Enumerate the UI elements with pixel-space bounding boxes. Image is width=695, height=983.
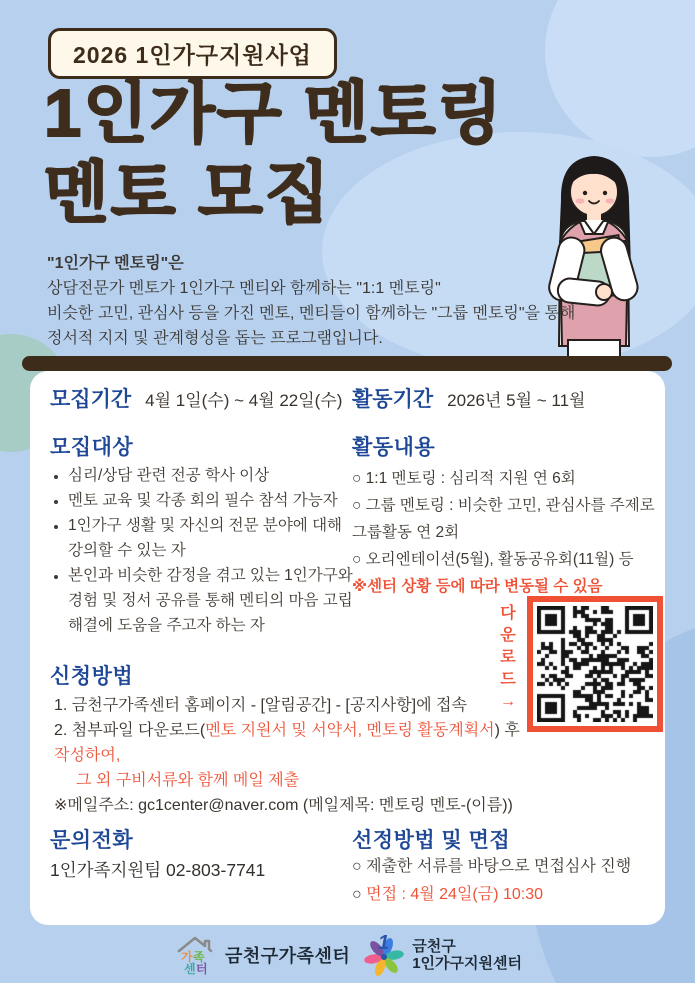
recruit-period-value: 4월 1일(수) ~ 4월 22일(수): [145, 391, 343, 410]
target-item: • 멘토 교육 및 각종 회의 필수 참석 가능자: [68, 488, 360, 513]
footer: [0, 933, 695, 977]
intro-line-2: 상담전문가 멘토가 1인가구 멘티와 함께하는 "1:1 멘토링": [47, 280, 441, 297]
family-center-logo-text: 금천구가족센터: [225, 946, 351, 966]
apply-step2-docs: 멘토 지원서 및 서약서, 멘토링 활동계획서: [205, 722, 495, 739]
activity-content-label: 활동내용: [352, 436, 436, 459]
download-arrow-icon: →: [500, 693, 516, 710]
pinwheel-icon: [364, 933, 404, 977]
poster-title: [44, 74, 504, 234]
activity-period-row: [352, 383, 585, 413]
download-char: 다: [500, 605, 516, 622]
apply-step-1: 1. 금천구가족센터 홈페이지 - [알림공간] - [공지사항]에 접속: [54, 697, 467, 714]
selection-label: 선정방법 및 면접: [352, 829, 511, 852]
apply-step2-pre: 2. 첨부파일 다운로드(: [54, 722, 206, 739]
apply-step2-write: 작성하여,: [54, 747, 121, 764]
activity-note: ※센터 상황 등에 따라 변동될 수 있음: [352, 578, 603, 595]
intro-line-4: 정서적 지지 및 관계형성을 돕는 프로그램입니다.: [47, 330, 383, 347]
contact-label: 문의전화: [50, 829, 134, 852]
intro-paragraph: [47, 251, 575, 351]
contact-value: 1인가족지원팀 02-803-7741: [50, 860, 266, 880]
recruit-period-label: 모집기간: [50, 388, 132, 411]
apply-step-2: [54, 718, 534, 768]
svg-text:1: 1: [378, 933, 390, 954]
decor-circle-top-right: [545, 0, 695, 157]
download-char: 드: [500, 671, 516, 688]
apply-step-2b: 그 외 구비서류와 함께 메일 제출: [76, 772, 300, 789]
apply-mail-note: ※메일주소: gc1center@naver.com (메일제목: 멘토링 멘토-(이름)): [54, 797, 513, 814]
title-line-2: 멘토 모집: [44, 156, 332, 231]
download-char: 운: [500, 627, 516, 644]
logo2-line-2: 1인가구지원센터: [412, 955, 522, 972]
activity-content-list: [352, 465, 657, 600]
family-center-logo-group: [173, 933, 350, 977]
activity-period-label: 활동기간: [352, 388, 434, 411]
selection-marker: ○: [352, 886, 367, 903]
selection-items: [352, 853, 631, 909]
intro-line-3: 비슷한 고민, 관심사 등을 가진 멘토, 멘티들이 함께하는 "그룹 멘토링"을 통해: [47, 305, 576, 322]
family-center-house-icon: [173, 933, 217, 977]
recruit-target-label: 모집대상: [50, 436, 134, 459]
divider-bar: [22, 356, 672, 371]
single-household-logo-group: [364, 933, 522, 977]
recruit-target-list: [52, 463, 360, 638]
target-item: • 1인가구 생활 및 자신의 전문 분야에 대해 강의할 수 있는 자: [68, 513, 360, 563]
activity-item: ○ 1:1 멘토링 : 심리적 지원 연 6회: [352, 470, 576, 487]
apply-step2-mid: ) 후: [494, 722, 520, 739]
qr-code: [527, 596, 663, 732]
apply-method-label: 신청방법: [50, 665, 134, 688]
target-item: • 본인과 비슷한 감정을 겪고 있는 1인가구와 경험 및 정서 공유를 통해 멘티의 마음 고립 해결에 도움을 주고자 하는 자: [68, 563, 360, 638]
download-char: 로: [500, 649, 516, 666]
selection-item-2: [352, 881, 631, 909]
svg-text:터: 터: [196, 962, 208, 976]
selection-item-2-text: 면접 : 4월 24일(금) 10:30: [366, 886, 544, 903]
qr-code-pattern: [537, 606, 653, 722]
title-line-1: 1인가구 멘토링: [44, 76, 505, 151]
activity-item: ○ 그룹 멘토링 : 비슷한 고민, 관심사를 주제로 그룹활동 연 2회: [352, 497, 655, 541]
svg-text:족: 족: [193, 950, 205, 964]
activity-period-value: 2026년 5월 ~ 11월: [447, 391, 586, 410]
logo2-line-1: 금천구: [412, 938, 456, 955]
svg-text:가: 가: [181, 950, 193, 964]
apply-method-lines: [54, 693, 534, 818]
activity-item: ○ 오리엔테이션(5월), 활동공유회(11월) 등: [352, 551, 634, 568]
selection-marker: ○: [352, 858, 367, 875]
selection-item-1-text: 제출한 서류를 바탕으로 면접심사 진행: [366, 858, 632, 875]
selection-item-1: [352, 853, 631, 881]
target-item: • 심리/상담 관련 전공 학사 이상: [68, 463, 360, 488]
svg-text:센: 센: [184, 962, 196, 976]
intro-line-1: "1인가구 멘토링"은: [47, 255, 184, 272]
single-household-logo-text: [412, 938, 522, 972]
recruit-period-row: [50, 383, 342, 413]
program-badge: 2026 1인가구지원사업: [48, 28, 337, 79]
content-card: [30, 371, 665, 925]
